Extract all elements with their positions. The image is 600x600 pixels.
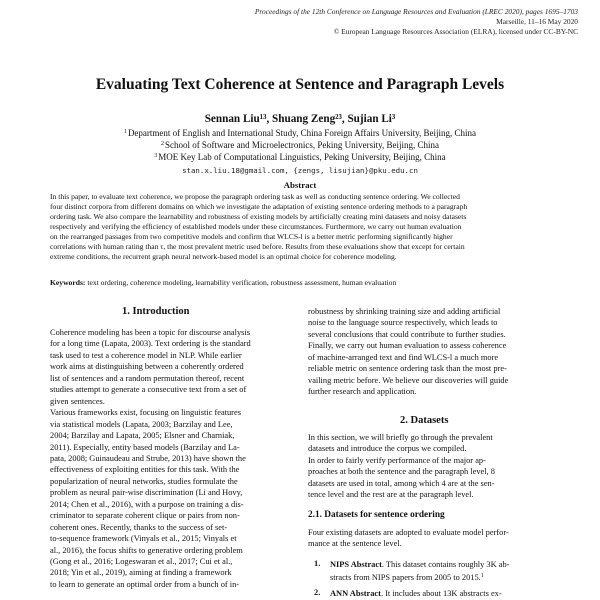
keywords-label: Keywords: — [50, 278, 86, 287]
list-number: 2. — [314, 588, 321, 597]
intro-continued-line: several conclusions that could contribute to further studies. — [308, 329, 506, 339]
intro-line: effectiveness of exploiting entities for this task. With the — [50, 465, 240, 475]
paper-title: Evaluating Text Coherence at Sentence and Paragraph Levels — [95, 76, 505, 93]
footnote-marker: 1 — [480, 573, 484, 579]
intro-continued-line: noise to the language source respectively, which leads to — [308, 318, 498, 328]
intro-line: 2011). Especially, entity based models (Barzilay and La- — [50, 442, 240, 452]
intro-line: given sentences. — [50, 396, 105, 406]
abstract-heading: Abstract — [283, 180, 317, 190]
datasets-line: proaches at both the sentence and the paragraph level, 8 — [308, 467, 495, 477]
section-heading-introduction: 1. Introduction — [122, 306, 190, 317]
datasets-line: In this section, we will briefly go through the prevalent — [308, 433, 493, 442]
intro-line: al., 2016), the focus shifts to generative ordering problem — [50, 545, 243, 555]
list-item-nips-cont — [330, 571, 484, 583]
intro-line: work aims at distinguishing between a coherently ordered — [50, 362, 244, 372]
affiliation-sup: 1 — [123, 129, 127, 135]
proceedings-header: Proceedings of the 12th Conference on Language Resources and Evaluation (LREC 2020), pages 1695–1703 — [254, 7, 578, 16]
abstract-line: ordering task. We also compare the learnability and robustness of existing models by artificially creating mini datasets and noisy datasets — [50, 212, 467, 221]
intro-line: list of sentences and a random permutation thereof, recent — [50, 373, 245, 383]
intro-line: coherent ones. Recently, thanks to the success of set- — [50, 522, 228, 532]
keywords-text: text ordering, coherence modeling, learnability verification, robustness assessment, human evaluation — [87, 278, 397, 287]
datasets-line: In order to fairly verify performance of the major ap- — [308, 455, 486, 465]
license-text: European Language Resources Association (ELRA), licensed under CC-BY-NC — [341, 27, 578, 36]
intro-line: popularization of neural networks, studies formulate the — [50, 476, 238, 486]
author-emails: stan.x.liu.18@gmail.com, {zengs, lisujian}@pku.edu.cn — [182, 166, 418, 175]
intro-continued-line: of machine-arranged text and find WLCS-l a much more — [308, 352, 499, 362]
intro-line: criminator to separate coherent clique or pairs from non- — [50, 511, 240, 521]
intro-line: 2018; Yin et al., 2019), aiming at finding a framework — [50, 568, 232, 578]
intro-line: Various frameworks exist, focusing on linguistic features — [50, 408, 241, 418]
affiliation-sup: 2 — [160, 141, 164, 147]
subsection-line: mance at the sentence level. — [308, 539, 402, 549]
intro-line: studies attempt to generate a consecutive text from a set of — [50, 385, 247, 395]
cc-icon: © — [333, 28, 340, 36]
list-item-title: NIPS Abstract — [330, 560, 382, 569]
datasets-line: tence level and the rest are at the paragraph level. — [308, 490, 474, 500]
list-item-text: . This dataset contains roughly 3K ab- — [381, 560, 510, 569]
list-item-nips — [330, 559, 509, 570]
author-list: Sennan Liu¹³, Shuang Zeng²³, Sujian Li³ — [204, 113, 396, 125]
intro-line: to learn to generate an optimal order from a bunch of in- — [50, 579, 240, 589]
subsection-line: Four existing datasets are adopted to evaluate model perfor- — [308, 528, 509, 537]
license-line — [334, 27, 578, 37]
intro-continued-line: reliable metric on sentence ordering task than the most pre- — [308, 364, 507, 374]
section-heading-datasets: 2. Datasets — [400, 415, 449, 426]
affiliation-3 — [0, 150, 600, 163]
abstract-line: correlations with human rating than τ, the most prevalent metric used before. Results from these evaluations show that except for certain — [50, 242, 465, 251]
intro-line: (Gong et al., 2016; Logeswaran et al., 2017; Cui et al., — [50, 557, 233, 566]
affiliation-text: MOE Key Lab of Computational Linguistics, Peking University, Beijing, China — [158, 152, 446, 162]
intro-line: 2014; Chen et al., 2016), with a purpose on training a dis- — [50, 499, 244, 509]
affiliation-text: Department of English and International Study, China Foreign Affairs University, Beijing, China — [127, 128, 477, 138]
datasets-line: datasets are used in total, among which 4 are at the sen- — [308, 478, 495, 488]
intro-continued-line: Finally, we carry out human evaluation to assess coherence — [308, 341, 507, 351]
intro-continued-line: vailing metric before. We believe our discoveries will guide — [308, 375, 509, 385]
affiliation-text: School of Software and Microelectronics, Peking University, Beijing, China — [164, 140, 440, 150]
intro-line: for a long time (Lapata, 2003). Text ordering is the standard — [50, 339, 251, 349]
intro-line: via statistical models (Lapata, 2003; Barzilay and Lee, — [50, 419, 233, 429]
keywords — [50, 278, 396, 287]
venue-line: Marseille, 11–16 May 2020 — [496, 17, 578, 26]
list-item-title: ANN Abstract — [330, 589, 381, 598]
list-item-text: stracts from NIPS papers from 2005 to 2015. — [330, 573, 481, 582]
intro-line: problem as neural pair-wise discrimination (Li and Hovy, — [50, 488, 243, 498]
intro-line: pata, 2008; Guinaudeau and Strube, 2013) have shown the — [50, 453, 246, 463]
abstract-line: extreme conditions, the recurrent graph neural network-based model is an optimal choice for coherence modeling. — [50, 252, 397, 261]
intro-continued-line: further research and application. — [308, 387, 417, 397]
intro-line: task used to test a coherence model in NLP. While earlier — [50, 350, 242, 360]
affiliation-sup: 3 — [154, 153, 158, 159]
intro-continued-line: robustness by shrinking training size and adding artificial — [308, 307, 501, 316]
intro-line: Coherence modeling has been a topic for discourse analysis — [50, 328, 251, 337]
intro-line: to-sequence framework (Vinyals et al., 2015; Vinyals et — [50, 534, 237, 544]
abstract-line: four distinct corpora from different domains on which we investigate the adaptation of existing sentence ordering methods to a paragraph — [50, 202, 468, 211]
list-item-text: . It includes about 13K abstracts ex- — [380, 589, 502, 598]
subsection-heading-sentence-ordering: 2.1. Datasets for sentence ordering — [308, 510, 445, 520]
abstract-line: respectively and verifying the efficiency of established models under these circumstances. Furthermore, we carry out human evaluation — [50, 222, 462, 231]
list-item-ann — [330, 588, 502, 599]
intro-line: 2004; Barzilay and Lapata, 2005; Elsner and Charniak, — [50, 431, 235, 441]
datasets-line: datasets and introduce the corpus we compiled. — [308, 444, 467, 454]
abstract-line: In this paper, to evaluate text coherence, we propose the paragraph ordering task as well as conducting sentence ordering. We collected — [50, 192, 460, 201]
list-number: 1. — [314, 559, 321, 568]
abstract-line: on the rearranged passages from two competitive models and confirm that WLCS-l is a better metric performing significantly higher — [50, 232, 453, 241]
